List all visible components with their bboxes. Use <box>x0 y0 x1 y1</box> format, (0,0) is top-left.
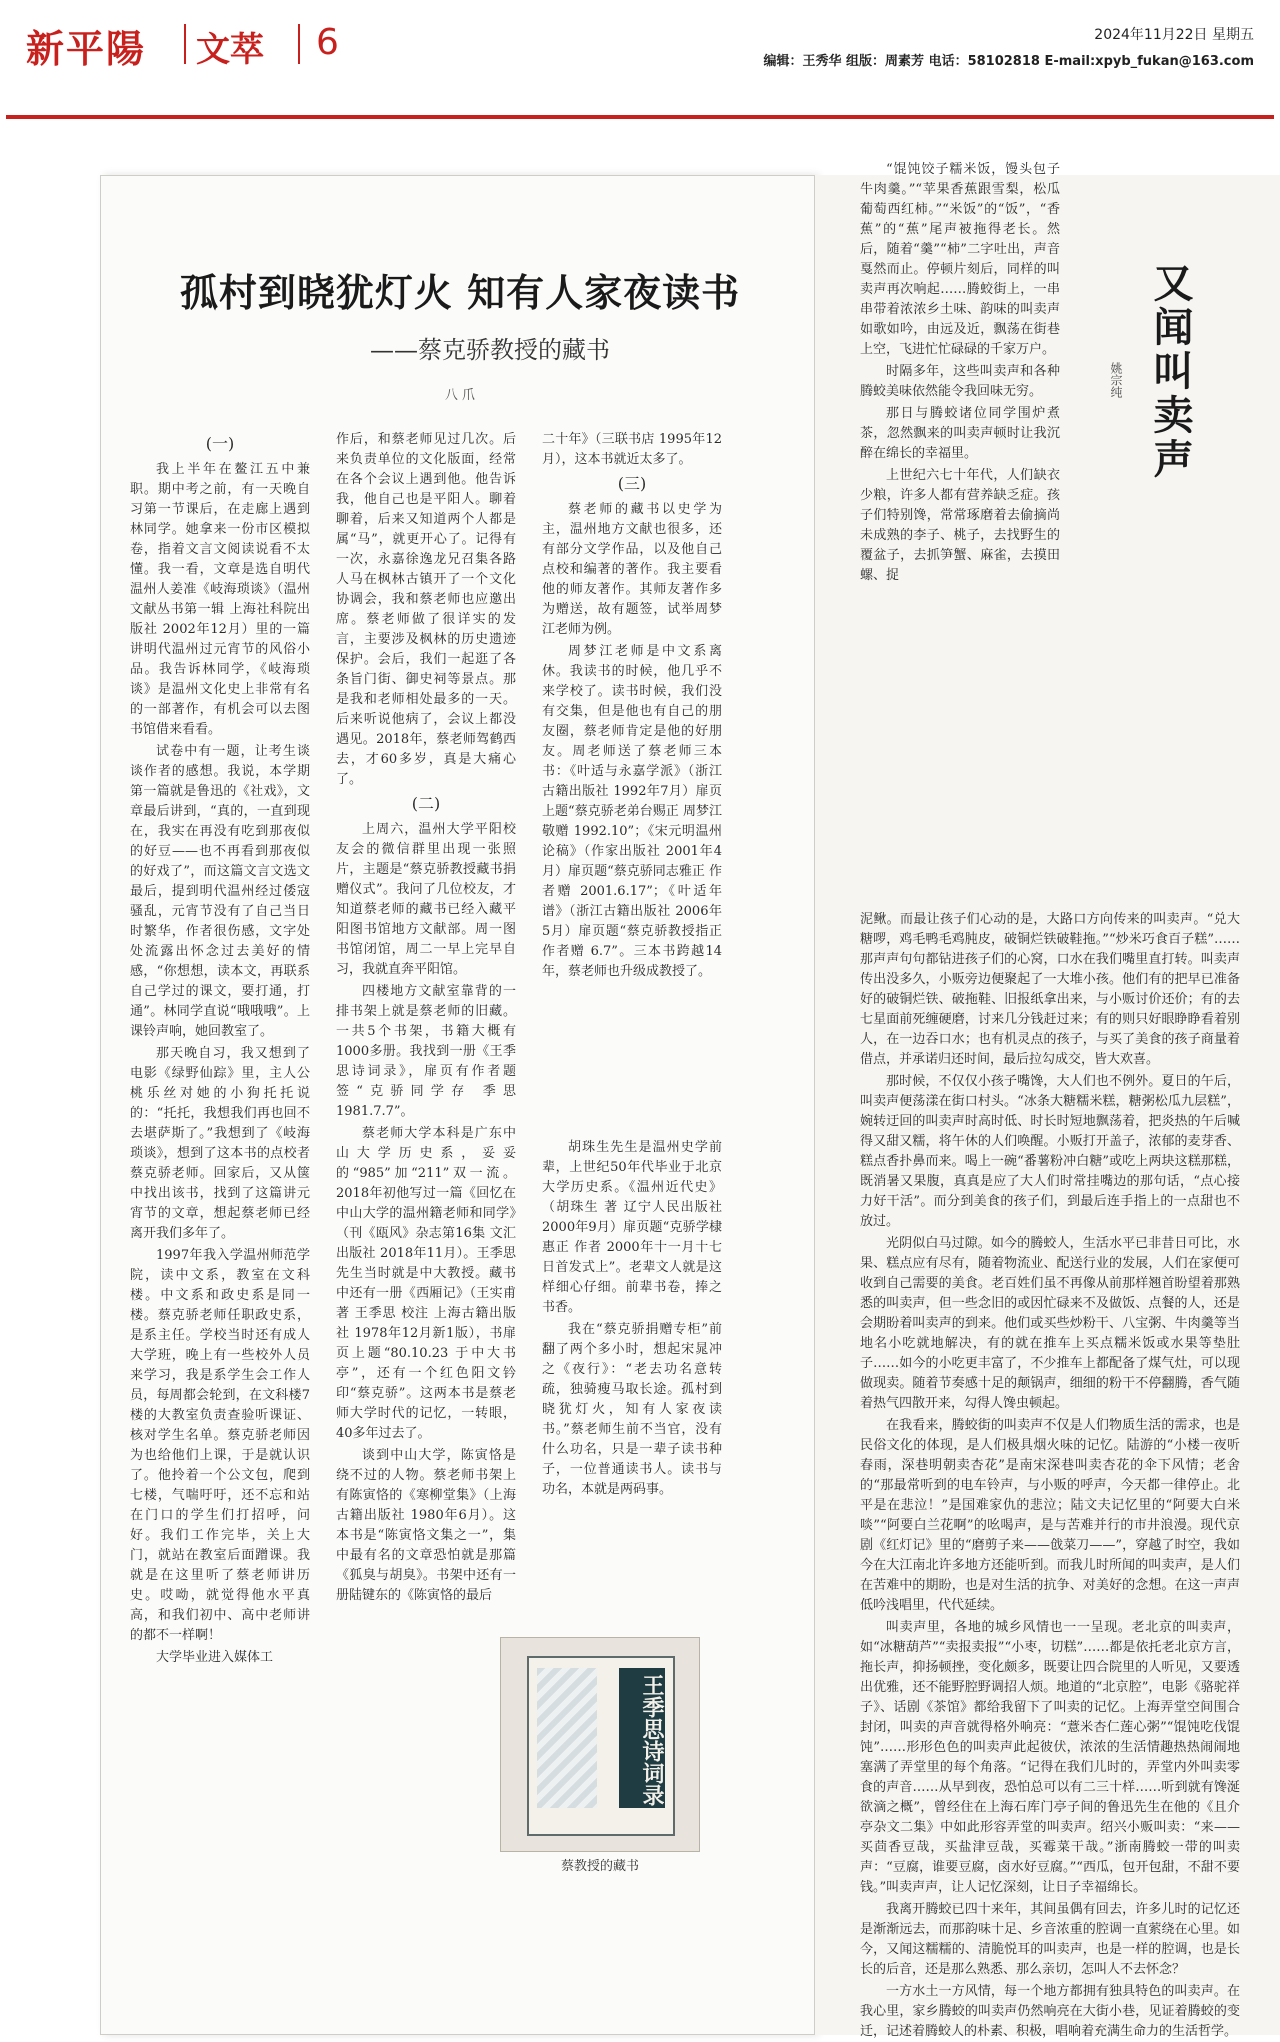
article-column-3 <box>542 430 722 1130</box>
header-rule <box>6 115 1274 119</box>
paragraph: 谈到中山大学，陈寅恪是绕不过的人物。蔡老师书架上有陈寅恪的《寒柳堂集》（上海古籍出版社 1980年6月）。这本书是“陈寅恪文集之一”，集中最有名的文章恐怕就是那篇《狐臭与胡臭》。书架中还有一册陆键东的《陈寅恪的最后 <box>336 1448 516 1603</box>
article2-title: 又闻叫卖声 <box>1147 262 1194 482</box>
article-column-2 <box>336 430 516 2000</box>
paragraph: 一方水土一方风情，每一个地方都拥有独具特色的叫卖声。在我心里，家乡腾蛟的叫卖声仍然响亮在大街小巷，见证着腾蛟的变迁，记述着腾蛟人的朴素、积极，唱响着充满生命力的生活哲学。 <box>860 1984 1240 2039</box>
paragraph: 叫卖声里，各地的城乡风情也一一呈现。老北京的叫卖声，如“冰糖葫芦”“卖报卖报”“小枣，切糕”……都是依托老北京方言，拖长声，抑扬顿挫，变化颇多，既要让四合院里的人听见，又要透出优雅，还不能野腔野调招人烦。地道的“北京腔”，电影《骆驼祥子》、话剧《茶馆》都给我留下了叫卖的记忆。上海弄堂空间围合封闭，叫卖的声音就得格外响亮：“薏米杏仁莲心粥”“馄饨吃伐馄饨”……形形色色的叫卖声此起彼伏，浓浓的生活情趣热热闹闹地塞满了弄堂里的每个角落。“记得在我们儿时的，弄堂内外叫卖零食的声音……从早到夜，恐怕总可以有二三十样……听到就有馋涎欲滴之概”，曾经住在上海石库门亭子间的鲁迅先生在他的《且介亭杂文二集》中如此形容弄堂的叫卖声。绍兴小贩叫卖：“来——买茴香豆哉，买盐津豆哉，买霉菜干哉。”浙南腾蛟一带的叫卖声：“豆腐，谁要豆腐，卤水好豆腐。”“西瓜，包开包甜，不甜不要钱。”叫卖声声，让人记忆深刻，让日子幸福绵长。 <box>860 1620 1240 1895</box>
article-headline: 孤村到晓犹灯火 知有人家夜读书 <box>179 270 741 315</box>
article-column-1 <box>130 430 310 2000</box>
paragraph: 那日与腾蛟诸位同学围炉煮茶，忽然飘来的叫卖声顿时让我沉醉在绵长的幸福里。 <box>860 406 1060 461</box>
paragraph: “馄饨饺子糯米饭，馒头包子牛肉羹。”“苹果香蕉跟雪梨，松瓜葡萄西红柿。”“米饭”的“饭”，“香蕉”的“蕉”尾声被拖得老长。然后，随着“羹”“柿”二字吐出，声音戛然而止。停顿片刻后，同样的叫卖声再次响起……腾蛟街上，一串串带着浓浓乡土味、韵味的叫卖声如歌如吟，由远及近，飘荡在街巷上空，飞进忙忙碌碌的千家万户。 <box>860 162 1060 357</box>
paragraph: 那时候，不仅仅小孩子嘴馋，大人们也不例外。夏日的午后，叫卖声便荡漾在街口村头。“冰条大糖糯米糕，糖粥松瓜九层糕”，婉转迂回的叫卖声时高时低、时长时短地飘荡着，把炎热的午后喊得又甜又糯，将午休的人们唤醒。小贩打开盖子，浓郁的麦芽香、糕点香扑鼻而来。喝上一碗“番薯粉冲白糖”或吃上两块这糕那糕，既消暑又果腹，真真是应了大人们时常挂嘴边的那句话，“点心接力好干活”。而分到美食的孩子们，到最后连手指上的一点甜也不放过。 <box>860 1074 1240 1229</box>
divider <box>298 24 300 64</box>
book-cover <box>527 1656 675 1836</box>
article-subheadline: ——蔡克骄教授的藏书 <box>370 336 610 364</box>
article-byline: 八 爪 <box>444 388 476 403</box>
paragraph: 光阴似白马过隙。如今的腾蛟人，生活水平已非昔日可比，水果、糕点应有尽有，随着物流业、配送行业的发展，人们在家便可收到自己需要的美食。老百姓们虽不再像从前那样翘首盼望着那熟悉的叫卖声，但一些念旧的或因忙碌来不及做饭、点餐的人，还是会期盼着叫卖声的到来。他们或买些炒粉干、八宝粥、牛肉羹等当地名小吃就地解决，有的就在推车上买点糯米饭或水果等垫肚子……如今的小吃更丰富了，不少推车上都配备了煤气灶，可以现做现卖。随着节奏感十足的颠锅声，细细的粉干不停翻腾，香气随着热气四散开来，勾得人馋虫顿起。 <box>860 1236 1240 1411</box>
paragraph: 泥鳅。而最让孩子们心动的是，大路口方向传来的叫卖声。“兑大糖啰，鸡毛鸭毛鸡肫皮，破铜烂铁破鞋拖。”“炒米巧食百子糕”……那声声句句都钻进孩子们的心窝，口水在我们嘴里直打转。叫卖声传出没多久，小贩旁边便聚起了一大堆小孩。他们有的把早已准备好的破铜烂铁、破拖鞋、旧报纸拿出来，与小贩讨价还价；有的去七星面前死缠硬磨，讨来几分钱赶过来；有的则只好眼睁睁看着别人，在一边吞口水；也有机灵点的孩子，与买了美食的孩子商量着借点，并承诺归还时间，最后拉勾成交，皆大欢喜。 <box>860 912 1240 1067</box>
section-heading: (三) <box>617 474 647 493</box>
article2-column-wide <box>860 910 1240 2039</box>
paragraph: 我上半年在鳌江五中兼职。期中考之前，有一天晚自习第一节课后，在走廊上遇到林同学。她拿来一份市区模拟卷，指着文言文阅读说看不太懂。我一看，文章是选自明代温州人姜准《岐海琐谈》（温州文献丛书第一辑 上海社科院出版社 2002年12月）里的一篇讲明代温州过元宵节的风俗小品。我告诉林同学，《岐海琐谈》是温州文化史上非常有名的一部著作，有机会可以去图书馆借来看看。 <box>130 462 310 737</box>
paragraph: 上周六，温州大学平阳校友会的微信群里出现一张照片，主题是“蔡克骄教授藏书捐赠仪式”。我问了几位校友，才知道蔡老师的藏书已经入藏平阳图书馆地方文献部。周一图书馆闭馆，周二一早上完早自习，我就直奔平阳馆。 <box>336 822 516 977</box>
paragraph: 在我看来，腾蛟街的叫卖声不仅是人们物质生活的需求，也是民俗文化的体现，是人们极具烟火味的记忆。陆游的“小楼一夜听春雨，深巷明朝卖杏花”是南宋深巷叫卖杏花的伞下风情；老舍的“那最常听到的电车铃声，与小贩的呼声，今天都一律停止。北平是在悲泣！”是国难家仇的悲泣；陆文夫记忆里的“阿要大白米啖”“阿要白兰花啊”的吆喝声，是与苦难并行的市井浪漫。现代京剧《红灯记》里的“磨剪子来——戗菜刀——”，穿越了时空，我如今在大江南北许多地方还能听到。而我儿时所闻的叫卖声，是人们在苦难中的期盼，也是对生活的抗争、对美好的念想。在这一声声低吟浅唱里，代代延续。 <box>860 1418 1240 1613</box>
paragraph: 那天晚自习，我又想到了电影《绿野仙踪》里，主人公桃乐丝对她的小狗托托说的：“托托，我想我们再也回不去堪萨斯了。”我想到了《岐海琐谈》，想到了这本书的点校者蔡克骄老师。回家后，又从箧中找出该书，找到了这篇讲元宵节的文章，想起蔡老师已经离开我们多年了。 <box>130 1046 310 1241</box>
photo-caption: 蔡教授的藏书 <box>560 1859 639 1874</box>
article-column-3-continued <box>542 1138 722 1638</box>
book-photo <box>500 1637 700 1852</box>
editors-contact: 编辑：王秀华 组版：周素芳 电话：58102818 E-mail:xpyb_fukan@163.com <box>763 54 1254 69</box>
section-name: 文萃 <box>196 30 264 70</box>
paragraph: 蔡老师大学本科是广东中山大学历史系，妥妥的“985”加“211”双一流。2018年初他写过一篇《回忆在中山大学的温州籍老师和同学》（刊《瓯风》杂志第16集 文汇出版社 2018年11月）。王季思先生当时就是中大教授。藏书中还有一册《西厢记》（王实甫 著 王季思 校注 上海古籍出版社 1978年12月新1版），书扉页上题“80.10.23 于中大书亭”，还有一个红色阳文钤印“蔡克骄”。这两本书是蔡老师大学时代的记忆，一转眼，40多年过去了。 <box>336 1126 516 1441</box>
paragraph: 1997年我入学温州师范学院，读中文系，教室在文科楼。中文系和政史系是同一楼。蔡克骄老师任职政史系，是系主任。学校当时还有成人大学班，晚上有一些校外人员来学习，我是系学生会工作人员，每周都会轮到，在文科楼7楼的大教室负责查验听课证、核对学生名单。蔡克骄老师因为也给他们上课，于是就认识了。他拎着一个公文包，爬到七楼，气喘吁吁，还不忘和站在门口的学生们打招呼，问好。我们工作完毕，关上大门，就站在教室后面蹭课。我就是在这里听了蔡老师讲历史。哎呦，就觉得他水平真高，和我们初中、高中老师讲的都不一样啊！ <box>130 1248 310 1643</box>
book-cover-title: 王季思诗词录 <box>619 1668 665 1808</box>
paragraph: 上世纪六七十年代，人们缺衣少粮，许多人都有营养缺乏症。孩子们特别馋，常常琢磨着去偷摘尚未成熟的李子、桃子，去找野生的覆盆子，去抓笋蟹、麻雀，去摸田螺、捉 <box>860 468 1060 583</box>
paragraph: 我离开腾蛟已四十来年，其间虽偶有回去，许多儿时的记忆还是渐渐远去，而那韵味十足、乡音浓重的腔调一直萦绕在心里。如今，又闻这糯糯的、清脆悦耳的叫卖声，也是一样的腔调，也是长长的后音，还是那么熟悉、那么亲切，怎叫人不去怀念？ <box>860 1902 1240 1977</box>
paragraph: 大学毕业进入媒体工 <box>156 1650 274 1665</box>
article2-column-top <box>860 160 1060 900</box>
paragraph: 四楼地方文献室靠背的一排书架上就是蔡老师的旧藏。一共5个书架，书籍大概有1000多册。我找到一册《王季思诗词录》，扉页有作者题签“克骄同学存 季思 1981.7.7”。 <box>336 984 516 1119</box>
page-number: 6 <box>316 22 339 63</box>
paragraph: 周梦江老师是中文系离休。我读书的时候，他几乎不来学校了。读书时候，我们没有交集，但是他也有自己的朋友圈，蔡老师肯定是他的好朋友。周老师送了蔡老师三本书：《叶适与永嘉学派》（浙江古籍出版社 1992年7月）扉页上题“蔡克骄老弟台赐正 周梦江敬赠 1992.10”；《宋元明温州论稿》（作家出版社 2001年4月）扉页题“蔡克骄同志雅正 作者赠 2001.6.17”；《叶适年谱》（浙江古籍出版社 2006年5月）扉页题“蔡克骄教授指正 作者赠 6.7”。三本书跨越14年，蔡老师也升级成教授了。 <box>542 644 722 979</box>
section-heading: (二) <box>411 794 441 813</box>
paragraph: 作后，和蔡老师见过几次。后来负责单位的文化版面，经常在各个会议上遇到他。他告诉我，他自己也是平阳人。聊着聊着，后来又知道两个人都是属“马”，就更开心了。记得有一次，永嘉徐逸龙兄召集各路人马在枫林古镇开了一个文化协调会，我和蔡老师也应邀出席。蔡老师做了很详实的发言，主要涉及枫林的历史遗迹保护。会后，我们一起逛了各条旨门街、御史祠等景点。那是我和老师相处最多的一天。后来听说他病了，会议上都没遇见。2018年，蔡老师驾鹤西去，才60多岁，真是大痛心了。 <box>336 432 516 787</box>
masthead <box>0 0 1280 120</box>
article2-byline: 姚宗纯 <box>1109 362 1123 398</box>
paragraph: 二十年》（三联书店 1995年12月），这本书就近太多了。 <box>542 432 722 467</box>
paragraph: 我在“蔡克骄捐赠专柜”前翻了两个多小时，想起宋晁冲之《夜行》：“老去功名意转疏，独骑瘦马取长途。孤村到晓犹灯火，知有人家夜读书。”蔡老师生前不当官，没有什么功名，只是一辈子读书种子，一位普通读书人。读书与功名，本就是两码事。 <box>542 1322 722 1497</box>
paragraph: 试卷中有一题，让考生谈谈作者的感想。我说，本学期第一篇就是鲁迅的《社戏》，文章最后讲到，“真的，一直到现在，我实在再没有吃到那夜似的好豆——也不再看到那夜似的好戏了”，而这篇文言文选文最后，提到明代温州经过倭寇骚乱，元宵节没有了自己当日时繁华，作者很伤感，文字处处流露出怀念过去美好的情感，“你想想，读本文，再联系自己学过的课文，要打通，打通”。林同学直说“哦哦哦”。上课铃声响，她回教室了。 <box>130 744 310 1039</box>
paragraph: 胡珠生先生是温州史学前辈，上世纪50年代毕业于北京大学历史系。《温州近代史》（胡珠生 著 辽宁人民出版社 2000年9月）扉页题“克骄学棣惠正 作者 2000年十一月十七日首发式上”。老辈文人就是这样细心仔细。前辈书卷，捧之书香。 <box>542 1140 722 1315</box>
newspaper-logo: 新平陽 <box>26 26 147 71</box>
section-heading: (一) <box>205 434 235 453</box>
divider <box>184 24 186 64</box>
paragraph: 蔡老师的藏书以史学为主，温州地方文献也很多，还有部分文学作品，以及他自己点校和编著的著作。我主要看他的师友著作。其师友著作多为赠送，故有题签，试举周梦江老师为例。 <box>542 502 722 637</box>
paragraph: 时隔多年，这些叫卖声和各种腾蛟美味依然能令我回味无穷。 <box>860 364 1060 399</box>
issue-date: 2024年11月22日 星期五 <box>1094 27 1254 43</box>
